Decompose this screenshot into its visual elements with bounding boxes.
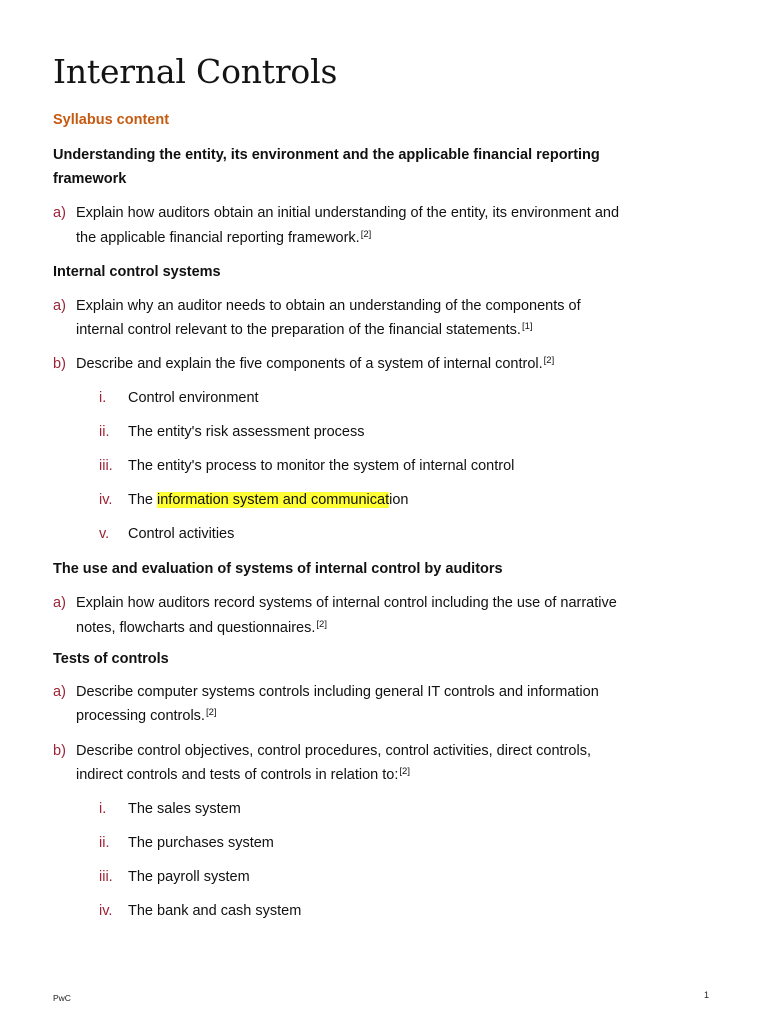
footer-company: PwC	[53, 993, 71, 1003]
item-marker: a)	[53, 298, 66, 314]
subitem-marker: ii.	[99, 835, 110, 851]
item-marker: a)	[53, 205, 66, 221]
reference-mark: [2]	[399, 766, 410, 777]
subitem-text: The bank and cash system	[128, 903, 302, 919]
subitem-marker: i.	[99, 390, 107, 406]
item-text-continued: the applicable financial reporting framework.[2]	[76, 229, 372, 246]
item-marker: a)	[53, 684, 66, 700]
subitem-marker: v.	[99, 526, 110, 542]
section-heading: The use and evaluation of systems of internal control by auditors	[53, 561, 503, 577]
subitem-text: The entity's risk assessment process	[128, 424, 365, 440]
item-text-continued: internal control relevant to the preparation of the financial statements.[1]	[76, 321, 533, 338]
subitem-marker: iii.	[99, 869, 113, 885]
item-text: Explain why an auditor needs to obtain an understanding of the components of	[76, 298, 581, 314]
syllabus-label: Syllabus content	[53, 112, 170, 128]
item-text: Explain how auditors obtain an initial understanding of the entity, its environment and	[76, 205, 620, 221]
page-title: Internal Controls	[53, 52, 338, 91]
subitem-text: Control activities	[128, 526, 235, 542]
section-heading: Understanding the entity, its environment and the applicable financial reporting	[53, 147, 600, 163]
item-marker: b)	[53, 743, 66, 759]
subitem-marker: i.	[99, 801, 107, 817]
reference-mark: [2]	[205, 707, 217, 718]
subitem-marker: iv.	[99, 903, 113, 919]
subitem-text: The sales system	[128, 801, 241, 817]
section-heading-continued: framework	[53, 171, 127, 187]
subitem-text: The purchases system	[128, 835, 274, 851]
reference-mark: [2]	[316, 619, 327, 630]
item-text-continued: indirect controls and tests of controls in relation to:[2]	[76, 766, 410, 783]
reference-mark: [1]	[521, 321, 533, 332]
item-text-continued: processing controls.[2]	[76, 707, 217, 724]
section-heading: Tests of controls	[53, 651, 169, 667]
item-text-continued: notes, flowcharts and questionnaires.[2]	[76, 619, 327, 636]
item-marker: b)	[53, 356, 66, 372]
subitem-marker: iv.	[99, 492, 113, 508]
item-text: Describe and explain the five components of a system of internal control.[2]	[76, 355, 555, 372]
subitem-text: The information system and communication	[128, 492, 409, 508]
subitem-text: Control environment	[128, 390, 259, 406]
item-text: Describe control objectives, control procedures, control activities, direct controls,	[76, 743, 591, 759]
reference-mark: [2]	[360, 229, 372, 240]
page-number: 1	[704, 990, 710, 1000]
item-text: Describe computer systems controls including general IT controls and information	[76, 684, 599, 700]
subitem-text: The entity's process to monitor the system of internal control	[128, 458, 515, 474]
reference-mark: [2]	[543, 355, 555, 366]
section-heading: Internal control systems	[53, 264, 221, 280]
item-marker: a)	[53, 595, 66, 611]
highlighted-text: information system and communicat	[157, 492, 390, 508]
subitem-marker: iii.	[99, 458, 113, 474]
item-text: Explain how auditors record systems of internal control including the use of narrative	[76, 595, 617, 611]
subitem-text: The payroll system	[128, 869, 250, 885]
subitem-marker: ii.	[99, 424, 110, 440]
